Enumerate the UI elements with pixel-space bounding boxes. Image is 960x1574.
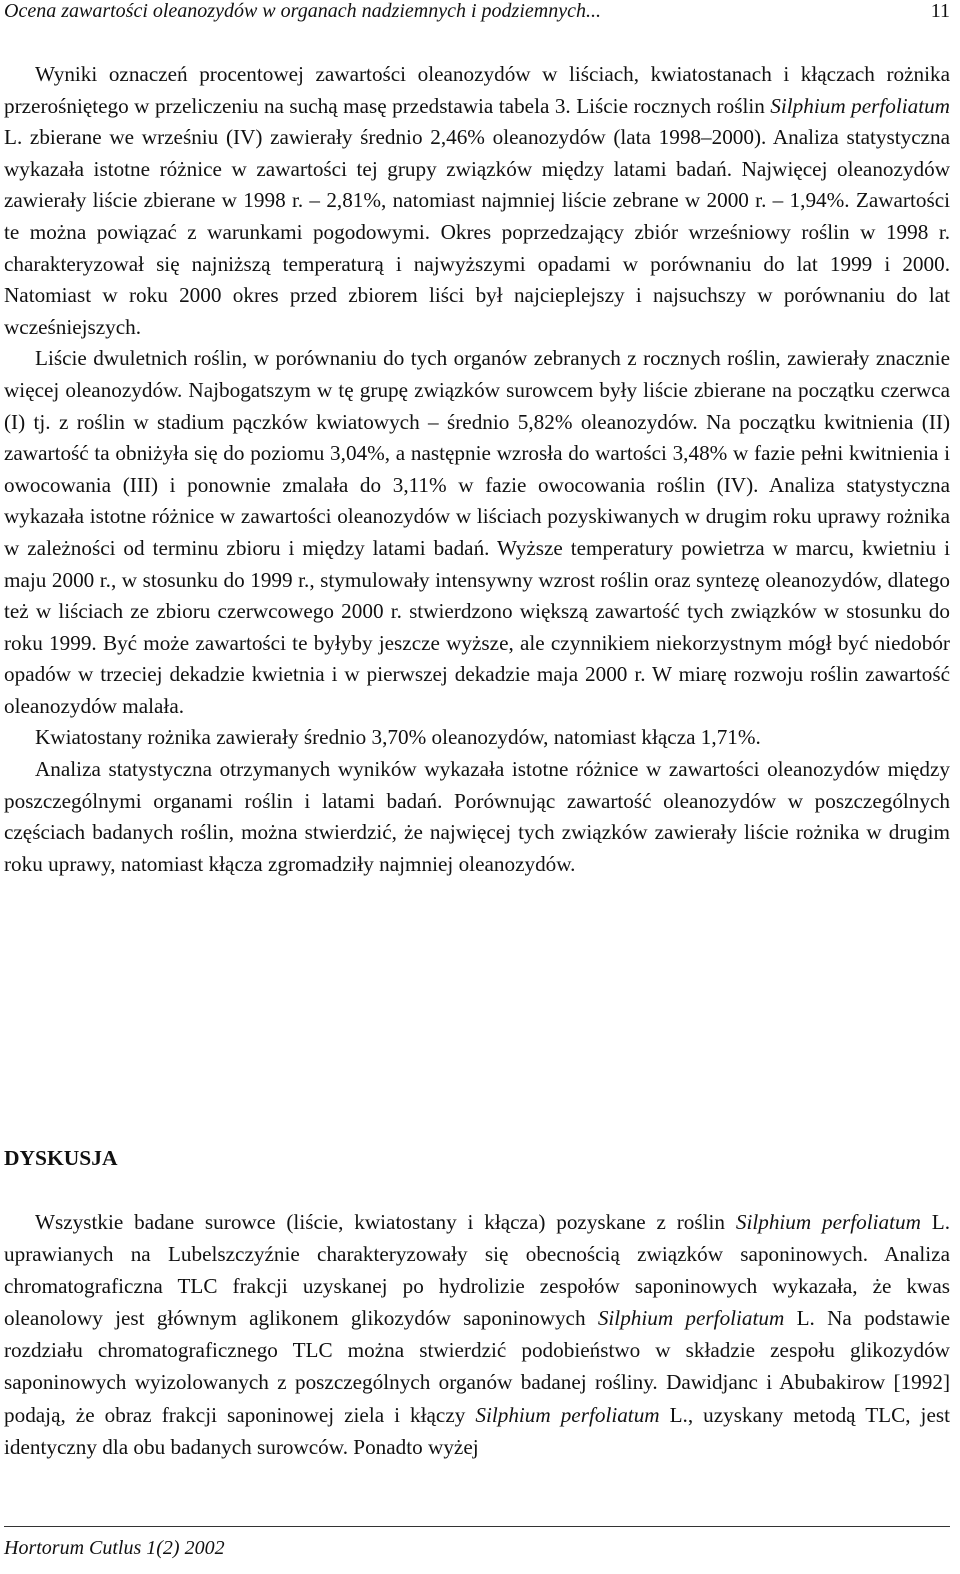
page-number: 11 [930,0,950,22]
discussion-text [4,1206,950,1463]
footer-rule [4,1526,950,1527]
results-paragraph-1: Wyniki oznaczeń procentowej zawartości oleanozydów w liściach, kwiatostanach i kłączach rożnika przerośniętego w przeliczeniu na suchą masę przedstawia tabela 3. Liście rocznych roślin Silphium perfoliatum L. zbierane we wrześniu (IV) zawierały średnio 2,46% oleanozydów (lata 1998–2000). Analiza statystyczna wykazała istotne różnice w zawartości tej grupy związków między latami badań. Najwięcej oleanozydów zawierały liście zbierane w 1998 r. – 2,81%, natomiast najmniej liście zebrane w 2000 r. – 1,94%. Zawartości te można powiązać z warunkami pogodowymi. Okres poprzedzający zbiór wrześniowy roślin w 1998 r. charakteryzował się najniższą temperaturą i najwyższymi opadami w porównaniu do lat 1999 i 2000. Natomiast w roku 2000 okres przed zbiorem liści był najcieplejszy i najsuchszy w porównaniu do lat wcześniejszych. [4,62,950,339]
species-name: Silphium perfoliatum [475,1402,660,1427]
species-name: Silphium perfoliatum [770,93,950,118]
running-header [4,0,950,26]
results-paragraph-2: Liście dwuletnich roślin, w porównaniu do tych organów zebranych z rocznych roślin, zawierały znacznie więcej oleanozydów. Najbogatszym w tę grupę związków surowcem były liście zbierane na początku czerwca (I) tj. z roślin w stadium pączków kwiatowych – średnio 5,82% oleanozydów. Na początku kwitnienia (II) zawartość ta obniżyła się do poziomu 3,04%, a następnie wzrosła do wartości 3,48% w fazie pełni kwitnienia i owocowania (III) i ponownie zmalała do 3,11% w fazie owocowania roślin (IV). Analiza statystyczna wykazała istotne różnice w zawartości oleanozydów w liściach pozyskiwanych w drugim roku uprawy rożnika w zależności od terminu zbioru i między latami badań. Wyższe temperatury powietrza w marcu, kwietniu i maju 2000 r., w stosunku do 1999 r., stymulowały intensywny wzrost roślin oraz syntezę oleanozydów, dlatego też w liściach ze zbioru czerwcowego 2000 r. stwierdzono większą zawartość tych związków w stosunku do roku 1999. Być może zawartości te byłyby jeszcze wyższe, ale czynnikiem niekorzystnym mógł być niedobór opadów w trzeciej dekadzie kwietnia i w pierwszej dekadzie maja 2000 r. W miarę rozwoju roślin zawartość oleanozydów malała. [4,346,950,718]
journal-footer: Hortorum Cutlus 1(2) 2002 [4,1537,225,1559]
species-name: Silphium perfoliatum [597,1306,785,1331]
results-paragraph-3: Kwiatostany rożnika zawierały średnio 3,70% oleanozydów, natomiast kłącza 1,71%. [35,725,761,750]
species-name: Silphium perfoliatum [735,1210,921,1234]
results-paragraph-4: Analiza statystyczna otrzymanych wyników wykazała istotne różnice w zawartości oleanozydów między poszczególnymi organami roślin i latami badań. Porównując zawartość oleanozydów w poszczególnych częściach badanych roślin, można stwierdzić, że najwięcej tych związków zawierały liście rożnika w drugim roku uprawy, natomiast kłącza zgromadziły najmniej oleanozydów. [4,757,950,876]
results-text [4,59,950,880]
running-title: Ocena zawartości oleanozydów w organach nadziemnych i podziemnych... [4,0,601,22]
discussion-paragraph-1: Wszystkie badane surowce (liście, kwiatostany i kłącza) pozyskane z roślin Silphium perfoliatum L. uprawianych na Lubelszczyźnie charakteryzowały się obecnością związków saponinowych. Analiza chromatograficzna TLC frakcji uzyskanej po hydrolizie zespołów saponinowych wykazała, że kwas oleanolowy jest głównym aglikonem glikozydów saponinowych Silphium perfoliatum L. Na podstawie rozdziału chromatograficznego TLC można stwierdzić podobieństwo w składzie zespołu glikozydów saponinowych wyizolowanych z poszczególnych organów badanej rośliny. Dawidjanc i Abubakirow [1992] podają, że obraz frakcji saponinowej ziela i kłączy Silphium perfoliatum L., uzyskany metodą TLC, jest identyczny dla obu badanych surowców. Ponadto wyżej [4,1210,951,1459]
section-heading: DYSKUSJA [4,1146,118,1170]
